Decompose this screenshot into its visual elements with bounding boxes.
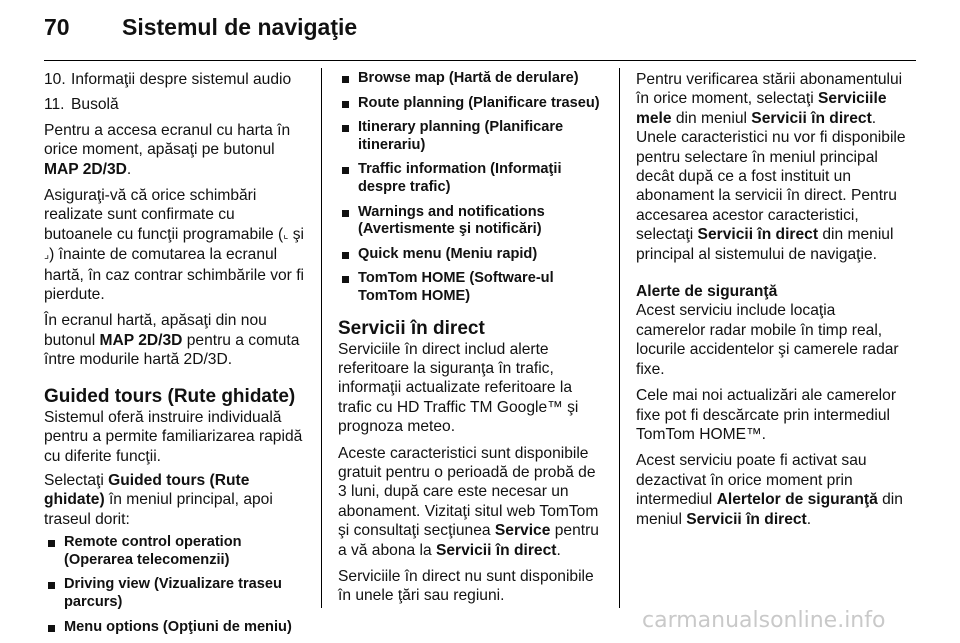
text: şi xyxy=(288,225,304,243)
item-text: Informaţii despre sistemul audio xyxy=(71,71,292,88)
menu-item-label: Servicii în direct xyxy=(435,541,557,559)
bullet-text: Browse map (Hartă de derulare) xyxy=(358,70,579,86)
text: Selectaţi xyxy=(44,471,109,489)
list-item xyxy=(338,95,606,113)
text: . xyxy=(556,541,561,559)
list-item xyxy=(338,270,606,305)
text: ) înainte de comutarea la ecranul hartă, în caz contrar schimbările vor fi pierdute. xyxy=(44,246,304,304)
bullet-square-icon xyxy=(342,252,349,259)
text: Pentru verificarea stării abonamentului în orice moment, selectaţi xyxy=(636,71,903,108)
bullet-square-icon xyxy=(342,76,349,83)
page-title: Sistemul de navigaţie xyxy=(122,14,358,40)
page-number: 70 xyxy=(44,14,70,40)
paragraph-alerts-toggle xyxy=(636,451,908,529)
softkey-right-icon: ⌟ xyxy=(44,249,50,262)
paragraph-alerts-updates: Cele mai noi actualizări ale camerelor fixe pot fi descărcate prin intermediul TomTom HOME™. xyxy=(636,387,897,443)
bullet-square-icon xyxy=(342,101,349,108)
bullet-text: Remote control operation (Operarea telecomenzii) xyxy=(64,534,242,568)
menu-item-label: Guided tours (Rute ghidate) xyxy=(44,471,250,509)
header-divider xyxy=(44,60,916,61)
list-item xyxy=(338,246,606,264)
text: din meniul principal al sistemului de navigaţie. xyxy=(636,226,894,263)
text: din meniul xyxy=(636,491,903,528)
menu-item-label: Alertelor de siguranţă xyxy=(716,491,878,509)
bullet-square-icon xyxy=(48,540,55,547)
heading-safety-alerts: Alerte de siguranţă xyxy=(636,283,778,301)
paragraph-live-intro: Serviciile în direct includ alerte referitoare la siguranţa în trafic, informaţii actualizate referitoare la trafic cu HD Traffic TM Google™ şi prognoza meteo. xyxy=(338,340,579,436)
item-text: Busolă xyxy=(71,96,119,114)
paragraph-map-access xyxy=(44,121,307,179)
text: din meniul xyxy=(671,109,752,127)
menu-item-label: Serviciile mele xyxy=(636,90,887,127)
bullet-text: Driving view (Vizualizare traseu parcurs) xyxy=(64,576,282,610)
bullet-square-icon xyxy=(342,167,349,174)
column-divider-2 xyxy=(619,68,620,608)
item-number: 11. xyxy=(44,96,65,114)
guided-tours-list-continued xyxy=(338,70,606,306)
list-item xyxy=(338,119,606,154)
bullet-square-icon xyxy=(342,210,349,217)
softkey-left-icon: ⌞ xyxy=(283,228,289,241)
list-item-11 xyxy=(44,95,307,114)
list-item xyxy=(338,161,606,196)
list-item xyxy=(338,70,606,88)
bullet-square-icon xyxy=(342,125,349,132)
text: în meniul principal, apoi traseul dorit: xyxy=(44,491,273,528)
text: . xyxy=(806,510,812,528)
text: . Unele caracteristici nu vor fi disponibile pentru selectare în meniul principal decât după ce a fost instituit un abonament la servicii în direct. Pentru accesarea acestor caracteristici, selectaţi xyxy=(636,109,906,244)
text: . xyxy=(126,160,132,178)
heading-live-services: Servicii în direct xyxy=(338,317,485,339)
column-left xyxy=(44,70,307,643)
text: pentru a comuta între modurile hartă 2D/3D. xyxy=(44,331,300,369)
bullet-text: TomTom HOME (Software-ul TomTom HOME) xyxy=(358,270,554,304)
bullet-square-icon xyxy=(48,625,55,632)
bullet-text: Warnings and notifications (Avertismente şi notificări) xyxy=(358,203,545,238)
map-button-label: MAP 2D/3D xyxy=(99,331,183,349)
paragraph-alerts-intro: Acest serviciu include locaţia camerelor radar mobile în timp real, locurile accidentelor şi camerele radar fixe. xyxy=(636,302,899,378)
item-number: 10. xyxy=(44,71,66,88)
section-label: Service xyxy=(494,522,551,540)
text: Asiguraţi-vă că orice schimbări realizate sunt confirmate cu butoanele cu funcţii programabile ( xyxy=(44,187,284,243)
bullet-square-icon xyxy=(342,276,349,283)
paragraph-live-trial xyxy=(338,444,606,560)
paragraph-guided-intro: Sistemul oferă instruire individuală pentru a permite familiarizarea rapidă cu diferite funcţii. xyxy=(44,408,303,465)
text: pentru a vă abona la xyxy=(338,522,599,559)
paragraph-guided-select xyxy=(44,471,307,529)
menu-item-label: Servicii în direct xyxy=(697,226,819,244)
text: Aceste caracteristici sunt disponibile gratuit pentru o perioadă de probă de 3 luni, după care este necesar un abonament. Vizitaţi situl web TomTom şi consultaţi secţiunea xyxy=(338,444,599,540)
paragraph-confirm xyxy=(44,186,307,304)
list-item xyxy=(44,534,307,569)
heading-guided-tours: Guided tours (Rute ghidate) xyxy=(44,385,296,407)
paragraph-map-toggle xyxy=(44,311,307,369)
guided-tours-list xyxy=(44,534,307,636)
menu-item-label: Servicii în direct xyxy=(686,510,807,528)
bullet-text: Route planning (Planificare traseu) xyxy=(358,94,600,111)
bullet-square-icon xyxy=(48,582,55,589)
list-item xyxy=(44,619,307,637)
text: În ecranul hartă, apăsaţi din nou butonul xyxy=(44,312,267,349)
list-item xyxy=(44,576,307,611)
list-item-10 xyxy=(44,70,307,89)
column-middle xyxy=(338,70,606,613)
bullet-text: Traffic information (Informaţii despre trafic) xyxy=(358,161,562,195)
map-button-label: MAP 2D/3D xyxy=(44,160,127,178)
bullet-text: Quick menu (Meniu rapid) xyxy=(358,245,538,262)
page-header xyxy=(44,14,357,54)
bullet-text: Itinerary planning (Planificare itinerariu) xyxy=(358,119,564,153)
bullet-text: Menu options (Opţiuni de meniu) xyxy=(64,618,292,635)
paragraph-live-availability: Serviciile în direct nu sunt disponibile în unele ţări sau regiuni. xyxy=(338,568,594,605)
menu-item-label: Servicii în direct xyxy=(751,109,872,127)
watermark: carmanualsonline.info xyxy=(642,608,886,633)
column-divider-1 xyxy=(321,68,322,608)
list-item xyxy=(338,204,606,239)
text: Pentru a accesa ecranul cu harta în orice moment, apăsaţi pe butonul xyxy=(44,121,291,159)
paragraph-subscription xyxy=(636,70,908,264)
text: Acest serviciu poate fi activat sau dezactivat în orice moment prin intermediul xyxy=(636,452,867,509)
column-right xyxy=(636,70,908,536)
